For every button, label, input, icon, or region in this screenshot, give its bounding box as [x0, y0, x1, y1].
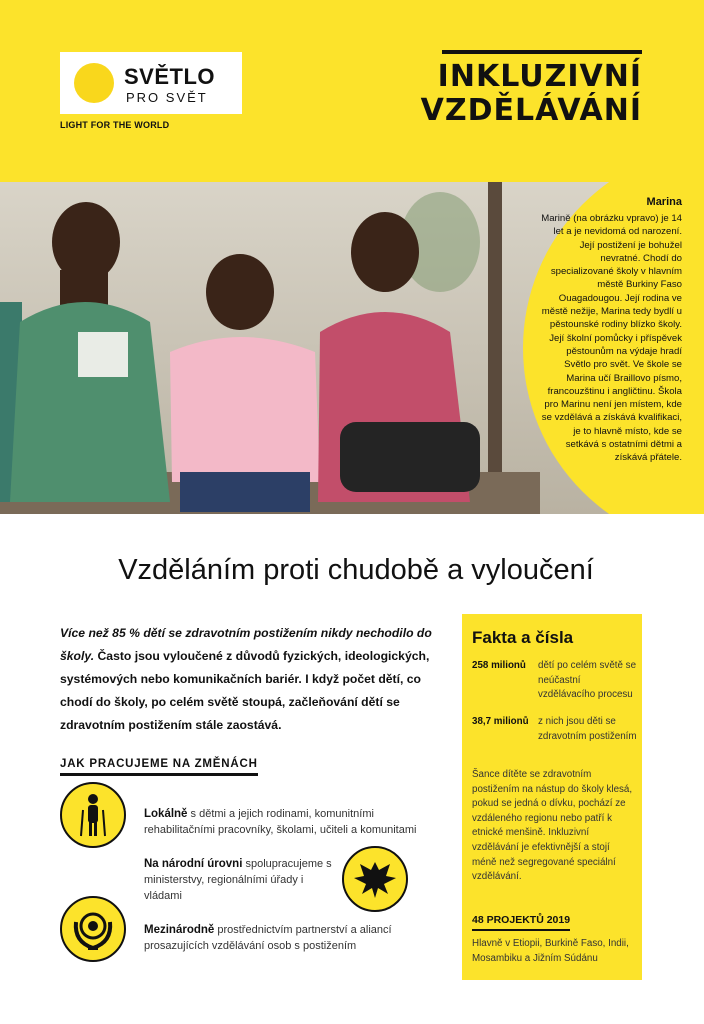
intro-rest: Často jsou vyloučené z důvodů fyzických, ideologických, systémových nebo komunikačních bariér. I když počet dětí, co chodí do školy, po celém světě stoupá, začleňování dětí se zdravotním postižením stále zaostává.: [60, 649, 430, 732]
projects-text: Hlavně v Etiopii, Burkině Faso, Indii, Mosambiku a Jižním Súdánu: [472, 938, 629, 964]
facts-box: [462, 614, 642, 980]
logo[interactable]: [60, 52, 242, 114]
un-emblem-icon: [60, 896, 126, 962]
page-title: [420, 60, 642, 128]
logo-word: SVĚTLO: [124, 64, 216, 89]
title-rule: [442, 50, 642, 54]
logo-tagline: LIGHT FOR THE WORLD: [60, 120, 170, 130]
item-local: Lokálně s dětmi a jejich rodinami, komunitními rehabilitačními pracovníky, školami, učiteli a komunitami: [144, 808, 417, 836]
sun-logo-icon: [74, 63, 114, 103]
fact-description: z nich jsou děti se zdravotním postižením: [538, 716, 637, 742]
how-we-work-title: JAK PRACUJEME NA ZMĚNÁCH: [60, 758, 258, 776]
logo-sub: PRO SVĚT: [126, 90, 208, 105]
title-line-2: VZDĚLÁVÁNÍ: [420, 93, 642, 128]
projects-title: 48 PROJEKTŮ 2019: [472, 914, 570, 931]
header-band: [0, 0, 704, 182]
eagle-emblem-icon: [342, 846, 408, 912]
fact-number: 38,7 milionů: [472, 716, 529, 727]
intro-paragraph: [60, 622, 440, 737]
caption-text: Marině (na obrázku vpravo) je 14 let a je nevidomá od narození. Její postižení je bohužel nevratné. Chodí do specializované školy v hlavním městě Burkiny Faso Ouagadougou. Její rodina ve městě nežije, Marina tedy bydlí u pěstounské rodiny blízko školy. Její školní pomůcky i příspěvek pěstounům na výdaje hradí Světlo pro svět. Ve škole se Marina učí Braillovo písmo, francouzštinu i angličtinu. Škola pro Marinu není jen místem, kde se vzdělává a získává kvalifikaci, je to hlavně místo, kde se setkává s ostatními dětmi a získává přátele.: [541, 213, 682, 464]
caption-title: Marina: [646, 196, 682, 208]
section-headline: Vzděláním proti chudobě a vyloučení: [118, 554, 594, 586]
facts-paragraph: Šance dítěte se zdravotním postižením na nástup do školy klesá, pokud se jedná o dívku, pochází ze vzdáleného regionu nebo patří k etnické menšině. Inkluzivní vzdělávání je efektivnější a stojí méně než segregované speciální vzdělávání.: [472, 769, 633, 883]
person-crutches-icon: [60, 782, 126, 848]
intro-italic: Více než 85 % dětí se zdravotním postižením nikdy nechodilo do školy.: [60, 626, 432, 663]
item-international: Mezinárodně prostřednictvím partnerství a aliancí prosazujících vzdělávání osob s postižením: [144, 924, 392, 952]
item-national: Na národní úrovni spolupracujeme s ministerstvy, regionálními úřady i vládami: [144, 858, 332, 902]
fact-description: dětí po celém světě se neúčastní vzdělávacího procesu: [538, 660, 637, 700]
fact-number: 258 milionů: [472, 660, 526, 671]
title-line-1: INKLUZIVNÍ: [437, 59, 642, 94]
facts-title: Fakta a čísla: [472, 628, 574, 647]
